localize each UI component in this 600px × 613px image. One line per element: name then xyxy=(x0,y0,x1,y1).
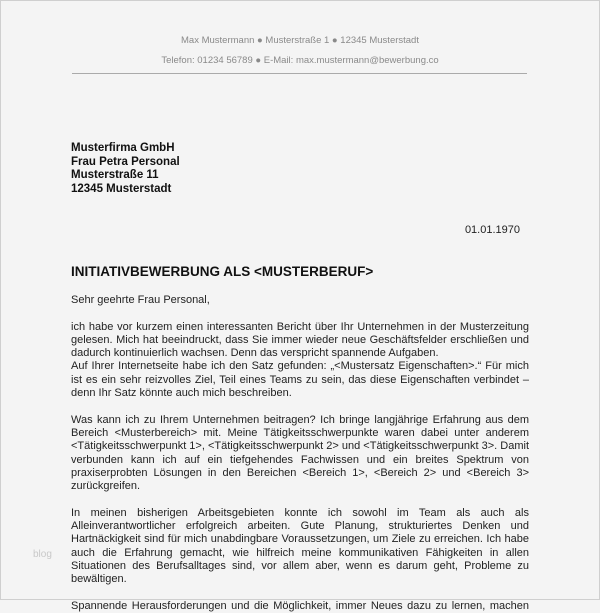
sender-line: Max Mustermann ● Musterstraße 1 ● 12345 Musterstadt xyxy=(181,35,419,46)
recipient-address xyxy=(71,142,180,196)
letter-subject: INITIATIVBEWERBUNG ALS <MUSTERBERUF> xyxy=(71,264,374,279)
paragraph-gap xyxy=(71,587,529,600)
letter-date: 01.01.1970 xyxy=(464,224,520,236)
text-line: dadurch kontinuierlich wachsen. Denn das verspricht spannende Aufgaben. xyxy=(71,347,439,360)
text-line: Bereich <Musterbereich> mit. Meine Tätigkeitsschwerpunkte waren dabei unter anderem xyxy=(71,426,529,439)
paragraph xyxy=(71,600,529,613)
text-line: Spannende Herausforderungen und die Möglichkeit, immer Neues dazu zu lernen, machen xyxy=(71,599,529,612)
salutation: Sehr geehrte Frau Personal, xyxy=(71,294,210,306)
recipient-line: Musterstraße 11 xyxy=(71,169,159,181)
recipient-line: 12345 Musterstadt xyxy=(71,182,172,195)
text-line: ich habe vor kurzem einen interessanten Bericht über Ihr Unternehmen in der Musterzeitung xyxy=(71,320,529,333)
paragraph xyxy=(71,507,529,587)
paragraph xyxy=(71,414,529,494)
text-line: In meinen bisherigen Arbeitsgebieten konnte ich sowohl im Team als auch als xyxy=(71,506,529,519)
header-divider xyxy=(72,73,527,74)
text-line: verbunden kann ich auf ein tiefgehendes Fachwissen und ein breites Spektrum von xyxy=(71,453,529,466)
paragraph xyxy=(71,321,529,401)
text-line: Alleinverantwortlicher erfolgreich arbeiten. Gute Planung, strukturiertes Denken und xyxy=(71,520,529,533)
recipient-line: Frau Petra Personal xyxy=(71,155,180,168)
text-line: praxiserprobten Lösungen in den Bereichen <Bereich 1>, <Bereich 2> und <Bereich 3> xyxy=(71,466,529,479)
text-line: Hartnäckigkeit sind für mich unabdingbare Voraussetzungen, um Ziele zu erreichen. Ich habe xyxy=(71,533,529,546)
text-line: Situationen des Berufsalltages sind, vor allem aber, wenn es darum geht, Probleme zu xyxy=(71,559,529,572)
text-line: bewältigen. xyxy=(71,573,127,586)
text-line: <Tätigkeitsschwerpunkt 1>, <Tätigkeitsschwerpunkt 2> und <Tätigkeitsschwerpunkt 3>. Damit xyxy=(71,440,529,453)
watermark: blog xyxy=(33,549,52,560)
sender-contact: Telefon: 01234 56789 ● E-Mail: max.mustermann@bewerbung.co xyxy=(161,55,439,66)
letter-body xyxy=(71,294,529,613)
text-line: denn Ihr Satz könnte auch mich beschreiben. xyxy=(71,387,292,400)
text-line: zurückgreifen. xyxy=(71,480,141,493)
paragraph-gap xyxy=(71,400,529,413)
text-line: Auf Ihrer Internetseite habe ich den Satz gefunden: „<Mustersatz Eigenschaften>.“ Für mich xyxy=(71,360,529,373)
text-line: gelesen. Mich hat beeindruckt, dass Sie immer wieder neue Geschäftsfelder erschließen und xyxy=(71,333,529,346)
text-line: auch die Erfahrung gemacht, wie hilfreich meine kommunikativen Fähigkeiten in allen xyxy=(71,546,529,559)
text-line: Was kann ich zu Ihrem Unternehmen beitragen? Ich bringe langjährige Erfahrung aus dem xyxy=(71,413,529,426)
recipient-line: Musterfirma GmbH xyxy=(71,142,175,154)
text-line: ist es ein sehr reizvolles Ziel, Teil eines Teams zu sein, das diese Eigenschaften verbindet – xyxy=(71,373,529,386)
paragraph-gap xyxy=(71,493,529,506)
paragraph-gap xyxy=(71,307,529,320)
